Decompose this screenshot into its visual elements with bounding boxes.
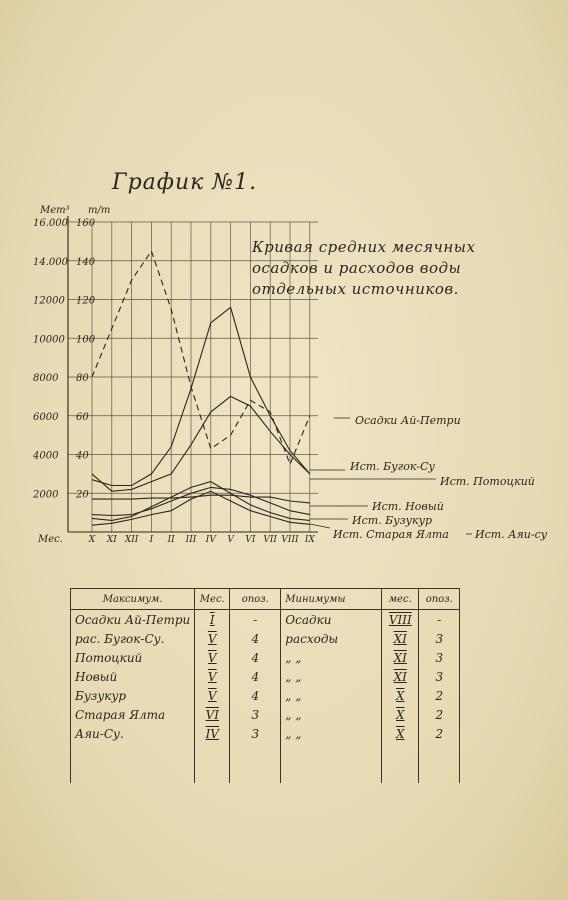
table-cell [195, 743, 230, 783]
table-cell [230, 686, 281, 705]
table-cell [195, 610, 230, 630]
table-cell [419, 743, 460, 783]
table-cell-text: Старая Ялта [75, 707, 166, 722]
chart-title-line: осадков и расходов воды [252, 259, 462, 277]
table-cell-text: 4 [251, 631, 260, 646]
table-cell-text: IV [205, 726, 219, 741]
right-tick-label: 160 [76, 218, 96, 229]
table-cell-text: расходы [285, 631, 339, 646]
table-row [71, 724, 460, 743]
x-tick-label: I [149, 535, 154, 545]
series-line [92, 487, 310, 515]
series-label: Ист. Аяи-су [475, 528, 548, 541]
series-label: Осадки Ай-Петри [355, 414, 461, 427]
table-cell-text: „ „ [285, 669, 302, 684]
series-label: Ист. Бузукур [352, 514, 433, 527]
table-cell-text: - [437, 612, 442, 627]
table-cell [230, 724, 281, 743]
table-cell-text: 4 [251, 669, 260, 684]
table-cell-text: 2 [435, 726, 444, 741]
table-cell-text: 3 [435, 650, 444, 665]
x-tick-label: XII [124, 535, 139, 545]
chart-title-line: Кривая средних месячных [252, 238, 476, 256]
table-cell-text: 4 [251, 688, 260, 703]
table-cell-text: „ „ [285, 726, 302, 741]
left-tick-label: 12000 [33, 295, 65, 307]
table-cell [382, 743, 419, 783]
x-tick-label: IV [205, 535, 216, 545]
x-tick-label: VII [263, 535, 278, 545]
table-cell [382, 705, 419, 724]
table-cell [195, 667, 230, 686]
table-cell-text: 2 [435, 707, 444, 722]
table-cell [382, 686, 419, 705]
x-tick-label: V [227, 535, 234, 545]
chart-ticks [32, 205, 315, 545]
table-header-cell: Мес. [195, 589, 230, 610]
table-header-row [71, 589, 460, 610]
table-cell [419, 724, 460, 743]
table-cell-text: Осадки Ай-Петри [75, 612, 191, 627]
left-tick-label: 2000 [33, 489, 59, 501]
table-cell-text: - [253, 612, 258, 627]
table-cell-text: Новый [75, 669, 118, 684]
table-cell [419, 648, 460, 667]
table-row [71, 705, 460, 724]
table-cell [281, 648, 382, 667]
table-cell [419, 705, 460, 724]
table-cell-text: рас. Бугок-Су. [75, 631, 165, 646]
table-cell [281, 743, 382, 783]
table-cell [230, 648, 281, 667]
right-tick-label: 20 [76, 489, 89, 501]
left-axis-unit: Мет³ [40, 205, 70, 216]
table-cell-text: Потоцкий [75, 650, 143, 665]
table-row [71, 686, 460, 705]
table-row [71, 667, 460, 686]
table-cell [281, 724, 382, 743]
x-tick-label: X [88, 535, 96, 545]
left-tick-label: 8000 [33, 373, 59, 384]
table-cell [419, 629, 460, 648]
series-label: Ист. Бугок-Су [350, 460, 435, 473]
table-cell-text: „ „ [285, 650, 302, 665]
table-cell [195, 648, 230, 667]
table-row-spacer [71, 743, 460, 783]
table-header-cell: мес. [382, 589, 419, 610]
right-tick-label: 100 [76, 334, 96, 346]
table-cell-text: V [207, 650, 217, 665]
x-tick-label: III [185, 535, 197, 545]
table-cell-text: X [395, 707, 405, 722]
left-tick-label: 6000 [33, 411, 59, 423]
table-cell-text: X [395, 688, 405, 703]
right-tick-label: 120 [76, 295, 96, 307]
right-tick-label: 60 [76, 411, 89, 423]
table-cell [230, 705, 281, 724]
table-cell [195, 629, 230, 648]
table-cell [382, 724, 419, 743]
series-label: Ист. Потоцкий [440, 475, 535, 488]
table-cell [281, 705, 382, 724]
table-cell [71, 667, 195, 686]
table-cell [281, 610, 382, 630]
chart-title-line: отдельных источников. [252, 280, 459, 298]
right-axis-unit: m/m [88, 205, 111, 216]
table-cell-text: „ „ [285, 707, 302, 722]
table-cell [281, 667, 382, 686]
table-cell-text: 3 [435, 631, 444, 646]
page-heading: График №1. [112, 170, 258, 195]
table-cell-text: Аяи-Су. [75, 726, 124, 741]
x-axis-label: Мес. [38, 534, 63, 545]
table-header-cell: Максимум. [71, 589, 195, 610]
table-header-cell: Минимумы [281, 589, 382, 610]
right-tick-label: 80 [76, 373, 89, 384]
table-cell-text: V [207, 669, 217, 684]
series-line [92, 307, 310, 485]
table-header-cell: опоз. [230, 589, 281, 610]
table-cell [382, 667, 419, 686]
table-cell-text: 3 [251, 726, 260, 741]
x-tick-label: VIII [281, 535, 299, 545]
table-cell-text: V [207, 631, 217, 646]
table-cell-text: X [395, 726, 405, 741]
series-line [92, 396, 310, 491]
series-leader-line [310, 524, 330, 528]
table-cell [195, 705, 230, 724]
table-cell [71, 648, 195, 667]
table-cell [419, 610, 460, 630]
table-cell-text: XI [393, 631, 407, 646]
table-cell [230, 667, 281, 686]
series-line [92, 495, 310, 503]
x-tick-label: IX [304, 535, 315, 545]
table-cell [71, 705, 195, 724]
table-cell [71, 629, 195, 648]
table-cell-text: 3 [251, 707, 260, 722]
table-row [71, 629, 460, 648]
table-cell-text: 2 [435, 688, 444, 703]
table-row [71, 648, 460, 667]
x-tick-label: XI [106, 535, 117, 545]
table-cell-text: „ „ [285, 688, 302, 703]
table-row [71, 610, 460, 630]
table-cell [382, 648, 419, 667]
left-tick-label: 4000 [33, 450, 59, 462]
x-tick-label: II [167, 535, 175, 545]
x-tick-label: VI [245, 535, 256, 545]
table-cell-text: VI [205, 707, 219, 722]
table-cell [195, 724, 230, 743]
table-cell [230, 629, 281, 648]
table-cell-text: Бузукур [75, 688, 127, 703]
table-header-cell: опоз. [419, 589, 460, 610]
table-cell [419, 667, 460, 686]
table-cell [230, 610, 281, 630]
right-tick-label: 140 [76, 256, 96, 268]
table-cell-text: Осадки [285, 612, 332, 627]
table-cell-text: XI [393, 650, 407, 665]
table-cell-text: V [207, 688, 217, 703]
table-cell [71, 743, 195, 783]
series-label: Ист. Новый [372, 500, 444, 513]
table-cell [71, 724, 195, 743]
table-cell [195, 686, 230, 705]
table-cell-text: 3 [435, 669, 444, 684]
table-cell [281, 629, 382, 648]
left-tick-label: 16.000 [33, 218, 68, 229]
chart-labels [251, 238, 548, 541]
table-cell [382, 629, 419, 648]
table-cell [71, 610, 195, 630]
right-tick-label: 40 [76, 450, 89, 462]
table-cell-text: XI [393, 669, 407, 684]
table-body [71, 610, 460, 784]
table-cell [382, 610, 419, 630]
table-cell [419, 686, 460, 705]
table-cell [230, 743, 281, 783]
series-label: Ист. Старая Ялта [333, 528, 449, 541]
table-cell-text: 4 [251, 650, 260, 665]
left-tick-label: 10000 [33, 334, 65, 346]
table-cell [281, 686, 382, 705]
left-tick-label: 14.000 [33, 256, 68, 268]
max-min-table [70, 588, 460, 783]
table-cell [71, 686, 195, 705]
table-cell-text: VIII [388, 612, 412, 627]
table-cell-text: I [209, 612, 215, 627]
